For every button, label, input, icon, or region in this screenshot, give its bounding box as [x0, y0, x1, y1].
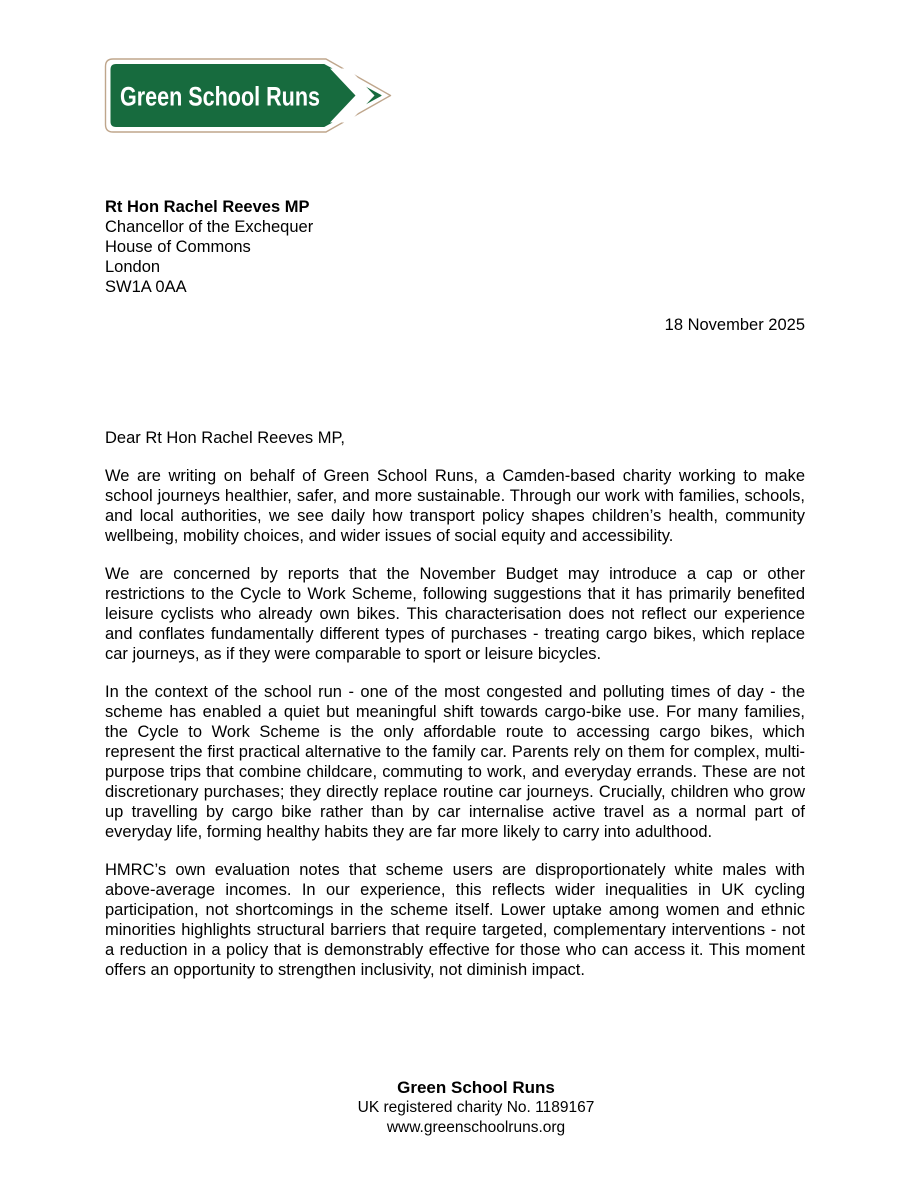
recipient-name: Rt Hon Rachel Reeves MP	[105, 198, 310, 216]
body-paragraph-2: We are concerned by reports that the November Budget may introduce a cap or other restrictions to the Cycle to Work Scheme, following suggestions that it has primarily benefited leisure cyclists who already own bikes. This characterisation does not reflect our experience and conflates fundamentally different types of purchases - treating cargo bikes, which replace car journeys, as if they were comparable to sport or leisure bicycles.	[105, 565, 805, 663]
body-paragraph-4: HMRC’s own evaluation notes that scheme users are disproportionately white males with above-average incomes. In our experience, this reflects wider inequalities in UK cycling participation, not shortcomings in the scheme itself. Lower uptake among women and ethnic minorities highlights structural barriers that require targeted, complementary interventions - not a reduction in a policy that is demonstrably effective for those who can access it. This moment offers an opportunity to strengthen inclusivity, not diminish impact.	[105, 861, 805, 979]
recipient-address-line: SW1A 0AA	[105, 278, 187, 296]
road-sign-logo-graphic	[103, 57, 393, 134]
recipient-address-line: Chancellor of the Exchequer	[105, 218, 314, 236]
letter-date: 18 November 2025	[664, 316, 805, 334]
footer-org-name: Green School Runs	[397, 1078, 555, 1097]
green-school-runs-logo	[103, 57, 393, 134]
salutation: Dear Rt Hon Rachel Reeves MP,	[105, 429, 345, 447]
letter-body	[105, 428, 805, 998]
footer-charity-number: UK registered charity No. 1189167	[357, 1099, 595, 1116]
body-paragraph-3: In the context of the school run - one of the most congested and polluting times of day - the scheme has enabled a quiet but meaningful shift towards cargo-bike use. For many families, the Cycle to Work Scheme is the only affordable route to accessing cargo bikes, which represent the first practical alternative to the family car. Parents rely on them for complex, multi-purpose trips that combine childcare, commuting to work, and everyday errands. These are not discretionary purchases; they directly replace routine car journeys. Crucially, children who grow up travelling by cargo bike rather than by car internalise active travel as a normal part of everyday life, forming healthy habits they are far more likely to carry into adulthood.	[105, 683, 805, 841]
footer-website: www.greenschoolruns.org	[386, 1119, 566, 1136]
recipient-address-line: House of Commons	[105, 238, 251, 256]
logo-text: Green School Runs	[120, 81, 320, 112]
recipient-address-block	[105, 197, 313, 297]
letter-footer	[0, 1078, 908, 1138]
recipient-address-line: London	[105, 258, 161, 276]
body-paragraph-1: We are writing on behalf of Green School Runs, a Camden-based charity working to make school journeys healthier, safer, and more sustainable. Through our work with families, schools, and local authorities, we see daily how transport policy shapes children’s health, community wellbeing, mobility choices, and wider issues of social equity and accessibility.	[105, 467, 805, 545]
